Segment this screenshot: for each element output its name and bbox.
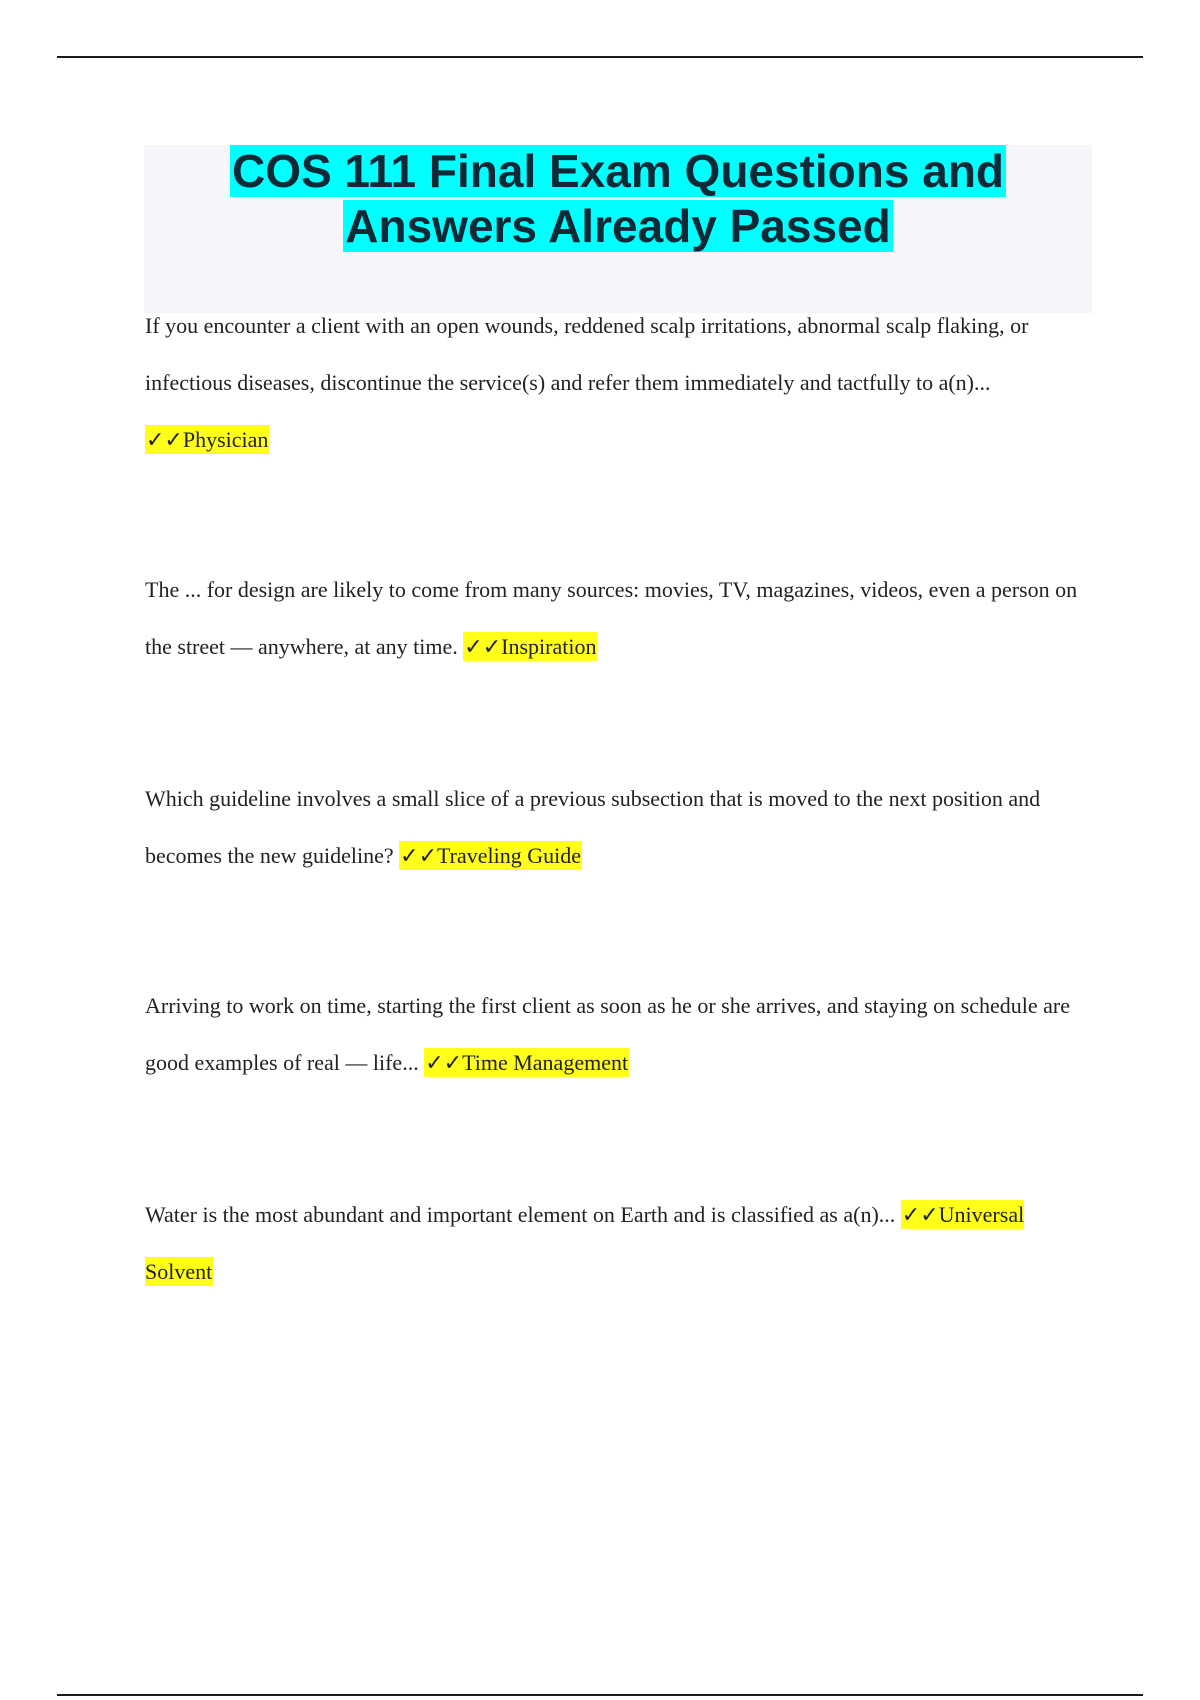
answer-highlight: ✓✓Universal Solvent — [145, 1202, 1025, 1284]
question-text: Which guideline involves a small slice of a previous subsection that is moved to the next position and becomes the new guideline? — [145, 786, 1041, 868]
document-title — [144, 144, 1092, 254]
qa-item-5 — [145, 1186, 1095, 1300]
answer-highlight: ✓✓Inspiration — [464, 634, 597, 659]
qa-item-2 — [145, 561, 1095, 675]
qa-item-1 — [145, 297, 1095, 468]
title-line-2: Answers Already Passed — [345, 200, 891, 252]
question-text: Water is the most abundant and important element on Earth and is classified as a(n)... — [145, 1202, 896, 1227]
qa-item-4 — [145, 977, 1095, 1091]
answer-highlight: ✓✓Traveling Guide — [400, 843, 582, 868]
question-text: Arriving to work on time, starting the first client as soon as he or she arrives, and staying on schedule are good examples of real — life... — [145, 993, 1070, 1075]
answer-highlight: ✓✓Time Management — [425, 1050, 629, 1075]
title-line-1: COS 111 Final Exam Questions and — [231, 145, 1005, 197]
answer-highlight: ✓✓Physician — [146, 427, 269, 452]
header-rule — [57, 56, 1143, 58]
qa-item-3 — [145, 770, 1095, 884]
question-text: If you encounter a client with an open wounds, reddened scalp irritations, abnormal scalp flaking, or infectious diseases, discontinue the service(s) and refer them immediately and tactfully to a(n)... — [145, 313, 1029, 395]
footer-rule — [57, 1694, 1143, 1696]
question-text: The ... for design are likely to come from many sources: movies, TV, magazines, videos, even a person on the street — anywhere, at any time. — [145, 577, 1078, 659]
